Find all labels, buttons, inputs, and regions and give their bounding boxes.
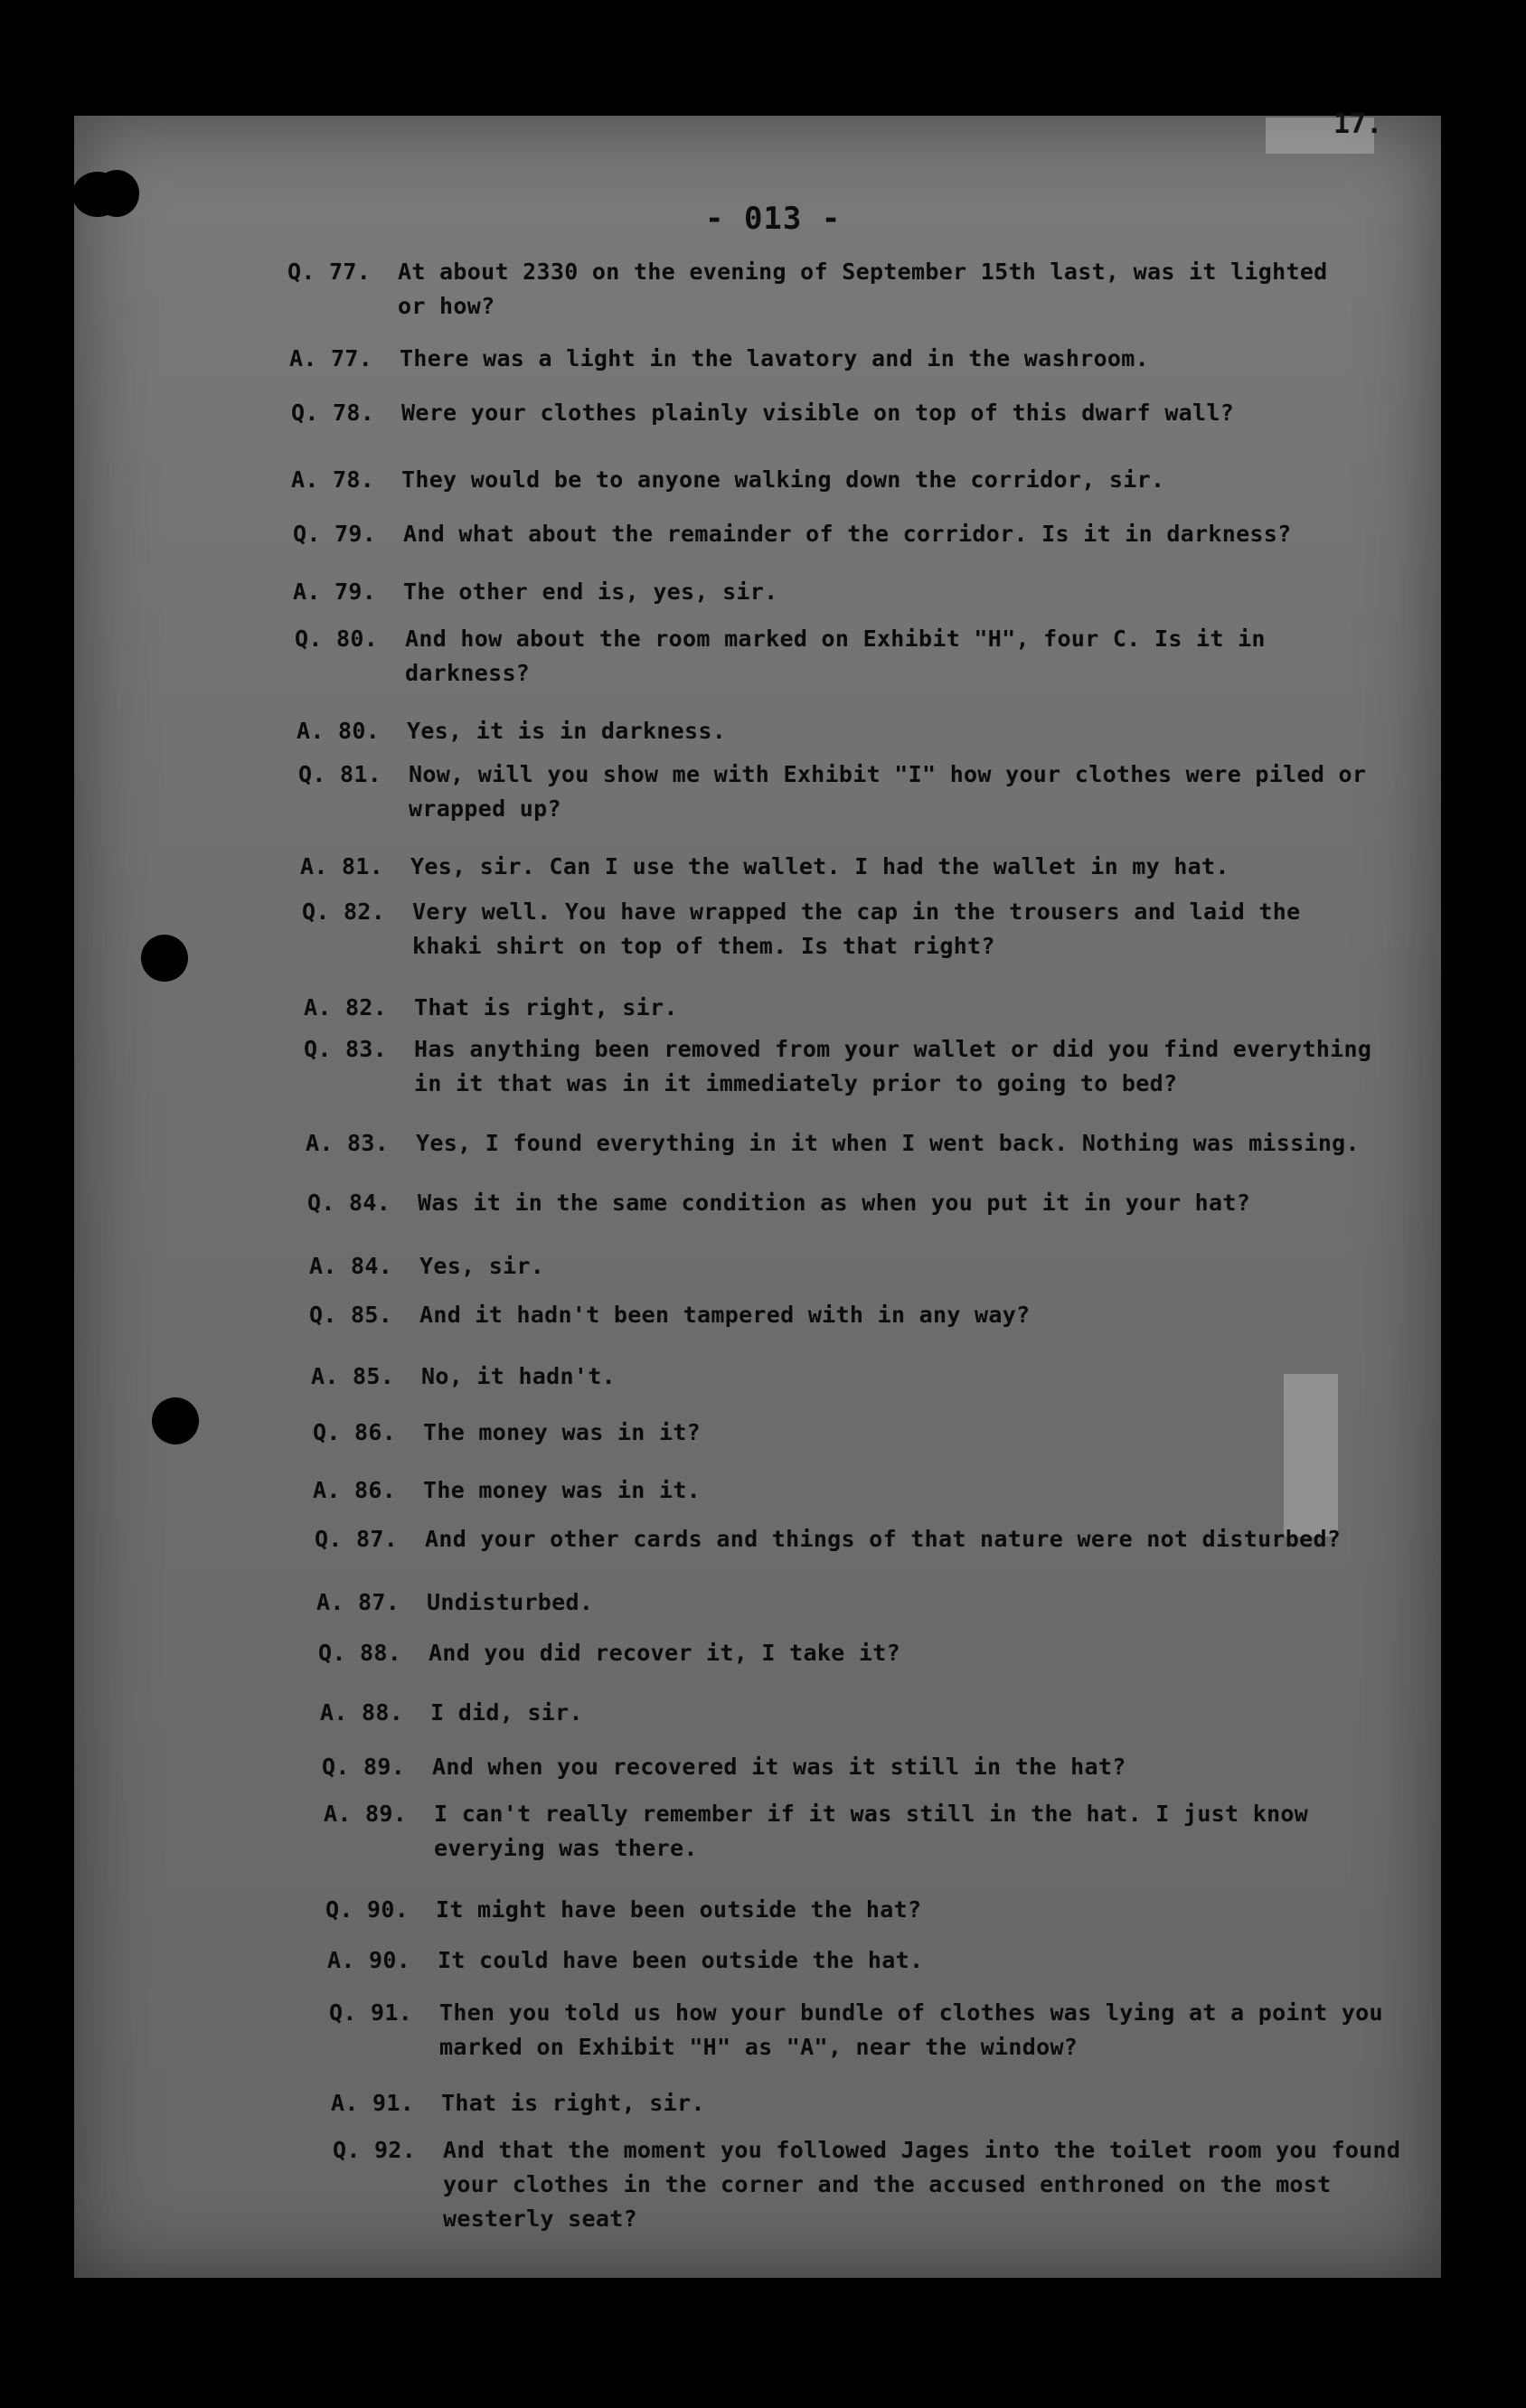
qa-text: And how about the room marked on Exhibit "H", four C. Is it in darkness?: [405, 626, 1266, 686]
qa-label: Q. 79.: [293, 521, 377, 547]
qa-label: A. 89.: [324, 1801, 408, 1827]
qa-text: Now, will you show me with Exhibit "I" how your clothes were piled or wrapped up?: [409, 761, 1367, 822]
qa-label: A. 79.: [293, 578, 377, 605]
qa-text: They would be to anyone walking down the corridor, sir.: [401, 466, 1165, 493]
qa-label: Q. 81.: [298, 761, 382, 787]
qa-label: Q. 86.: [313, 1419, 397, 1445]
qa-text: At about 2330 on the evening of September 15th last, was it lighted or how?: [398, 259, 1328, 319]
qa-label: Q. 80.: [295, 626, 379, 652]
qa-text: That is right, sir.: [441, 2090, 705, 2116]
qa-text: Was it in the same condition as when you put it in your hat?: [418, 1190, 1251, 1216]
qa-label: Q. 90.: [325, 1896, 410, 1923]
qa-text: Yes, it is in darkness.: [407, 718, 727, 744]
qa-label: Q. 87.: [315, 1526, 399, 1552]
qa-text: Has anything been removed from your wallet or did you find everything in it that was in it immediately prior to going to bed?: [414, 1036, 1372, 1096]
qa-label: A. 80.: [297, 718, 381, 744]
qa-text: There was a light in the lavatory and in the washroom.: [400, 345, 1149, 372]
qa-label: Q. 92.: [333, 2137, 417, 2163]
qa-label: A. 91.: [331, 2090, 415, 2116]
qa-text: And when you recovered it was it still in the hat?: [432, 1754, 1126, 1780]
corner-page-number: 17.: [1333, 108, 1383, 140]
qa-text: The other end is, yes, sir.: [403, 578, 778, 605]
qa-label: Q. 82.: [302, 898, 386, 925]
qa-text: Very well. You have wrapped the cap in the trousers and laid the khaki shirt on top of them. Is that right?: [412, 898, 1301, 959]
qa-text: And that the moment you followed Jages into the toilet room you found your clothes in the corner and the accused enthroned on the most westerly seat?: [443, 2137, 1401, 2232]
qa-label: Q. 91.: [329, 1999, 413, 2026]
qa-text: I can't really remember if it was still in the hat. I just know everying was there.: [434, 1801, 1309, 1861]
qa-label: A. 87.: [316, 1589, 400, 1615]
qa-text: It could have been outside the hat.: [438, 1947, 924, 1973]
qa-text: The money was in it?: [423, 1419, 702, 1445]
qa-text: Yes, sir.: [419, 1253, 545, 1279]
qa-text: And it hadn't been tampered with in any way?: [419, 1302, 1031, 1328]
qa-label: A. 83.: [306, 1130, 390, 1156]
qa-text: Then you told us how your bundle of clothes was lying at a point you marked on Exhibit "H" as "A", near the window?: [439, 1999, 1383, 2060]
page-header-number: - 013 -: [705, 201, 842, 237]
qa-text: That is right, sir.: [414, 994, 678, 1021]
qa-label: Q. 89.: [322, 1754, 406, 1780]
qa-label: Q. 83.: [304, 1036, 388, 1062]
qa-label: A. 88.: [320, 1699, 404, 1726]
qa-text: And you did recover it, I take it?: [429, 1640, 900, 1666]
qa-label: Q. 84.: [307, 1190, 391, 1216]
qa-text: No, it hadn't.: [421, 1363, 616, 1389]
qa-text: The money was in it.: [423, 1477, 702, 1503]
qa-text: Undisturbed.: [427, 1589, 594, 1615]
qa-label: A. 84.: [309, 1253, 393, 1279]
qa-text: Were your clothes plainly visible on top of this dwarf wall?: [401, 400, 1235, 426]
punch-hole: [141, 935, 188, 982]
punch-hole: [152, 1397, 199, 1444]
qa-label: A. 81.: [300, 853, 384, 879]
qa-text: Yes, I found everything in it when I went back. Nothing was missing.: [416, 1130, 1360, 1156]
punch-hole: [94, 170, 139, 217]
qa-text: And your other cards and things of that nature were not disturbed?: [425, 1526, 1342, 1552]
qa-label: Q. 85.: [309, 1302, 393, 1328]
qa-label: Q. 88.: [318, 1640, 402, 1666]
qa-label: Q. 78.: [291, 400, 375, 426]
qa-label: A. 90.: [327, 1947, 411, 1973]
qa-label: A. 85.: [311, 1363, 395, 1389]
qa-text: I did, sir.: [430, 1699, 583, 1726]
qa-label: A. 86.: [313, 1477, 397, 1503]
qa-label: A. 82.: [304, 994, 388, 1021]
qa-label: A. 77.: [289, 345, 373, 372]
qa-label: A. 78.: [291, 466, 375, 493]
qa-text: And what about the remainder of the corridor. Is it in darkness?: [403, 521, 1292, 547]
paper-stain: [1284, 1374, 1338, 1537]
qa-text: It might have been outside the hat?: [436, 1896, 922, 1923]
qa-text: Yes, sir. Can I use the wallet. I had the wallet in my hat.: [410, 853, 1229, 879]
qa-label: Q. 77.: [287, 259, 372, 285]
